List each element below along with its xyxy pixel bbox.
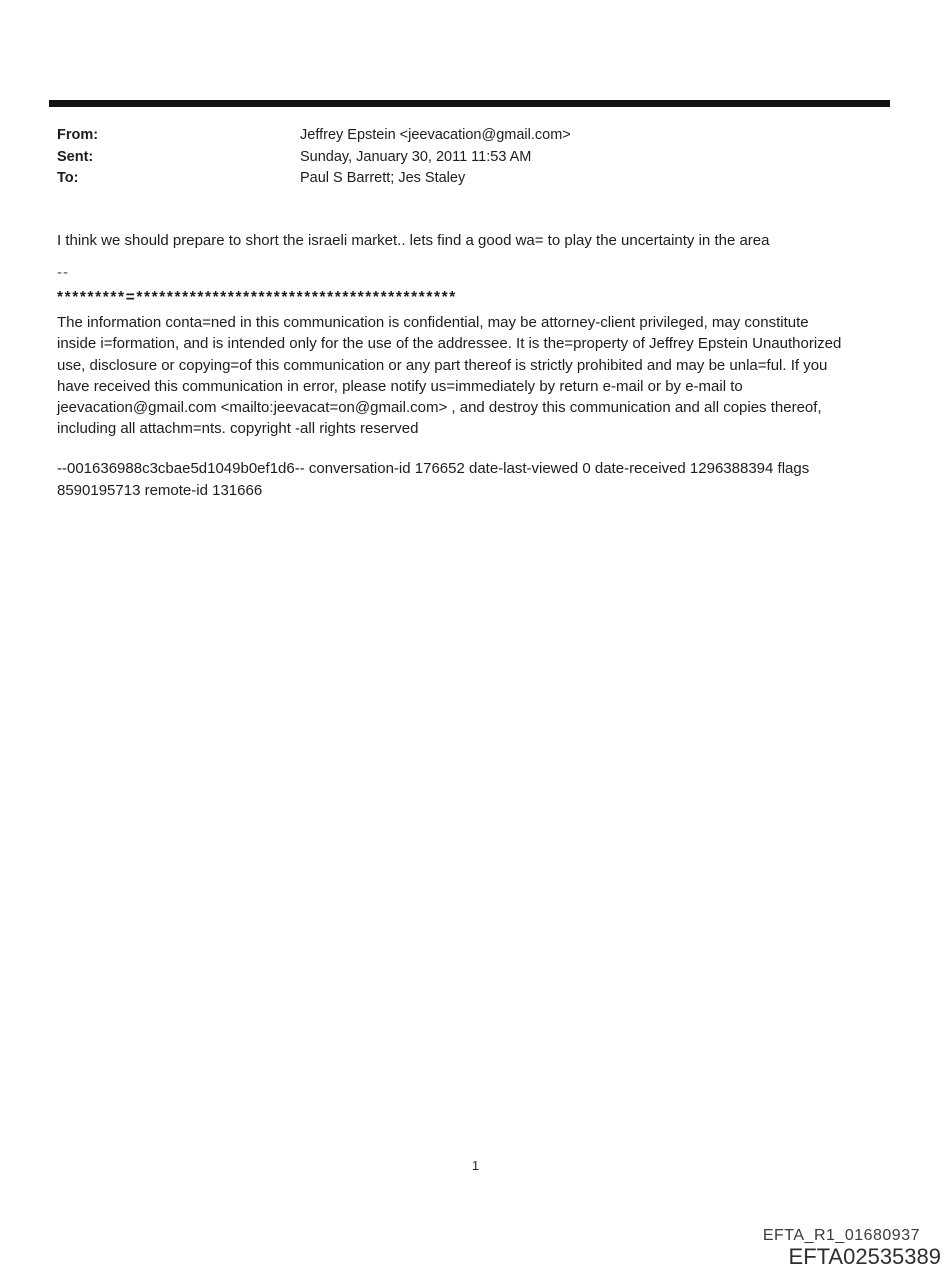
signature-separator: -- — [57, 264, 69, 281]
bates-stamp-r1: EFTA_R1_01680937 — [762, 1227, 920, 1244]
header-row-to — [57, 168, 897, 190]
disclaimer-line: use, disclosure or copying=of this communication or any part thereof is strictly prohibited and may be unla=ful. If you — [57, 356, 828, 374]
to-value: Paul S Barrett; Jes Staley — [300, 170, 466, 186]
disclaimer-line: including all attachm=nts. copyright -all rights reserved — [57, 420, 419, 438]
disclaimer-line: jeevacation@gmail.com <mailto:jeevacat=on@gmail.com> , and destroy this communication and all copies thereof, — [57, 399, 822, 417]
mime-metadata-paragraph — [57, 458, 907, 501]
sent-value: Sunday, January 30, 2011 11:53 AM — [300, 148, 532, 165]
from-label: From: — [57, 127, 99, 143]
message-text: I think we should prepare to short the israeli market.. lets find a good wa= to play the uncertainty in the area — [57, 232, 770, 249]
header-row-from — [57, 125, 897, 147]
from-value: Jeffrey Epstein <jeevacation@gmail.com> — [300, 127, 571, 143]
email-header — [57, 125, 897, 190]
disclaimer-line: The information conta=ned in this communication is confidential, may be attorney-client privileged, may constitute — [57, 314, 809, 331]
disclaimer-paragraph — [57, 312, 907, 440]
sent-label: Sent: — [57, 148, 94, 165]
to-label: To: — [57, 170, 79, 186]
metadata-line: 8590195713 remote-id 131666 — [57, 481, 263, 499]
bates-stamp-efta: EFTA02535389 — [788, 1244, 941, 1269]
disclaimer-line: have received this communication in error, please notify us=immediately by return e-mail or by e-mail to — [57, 377, 743, 395]
metadata-line: --001636988c3cbae5d1049b0ef1d6-- conversation-id 176652 date-last-viewed 0 date-received 1296388394 flags — [57, 460, 810, 477]
asterisk-divider: *********=****************************************** — [57, 289, 457, 306]
disclaimer-line: inside i=formation, and is intended only for the use of the addressee. It is the=property of Jeffrey Epstein Unauthorized — [57, 335, 842, 353]
header-divider-rule — [49, 100, 890, 107]
header-row-sent — [57, 147, 897, 169]
page-number: 1 — [471, 1158, 480, 1173]
